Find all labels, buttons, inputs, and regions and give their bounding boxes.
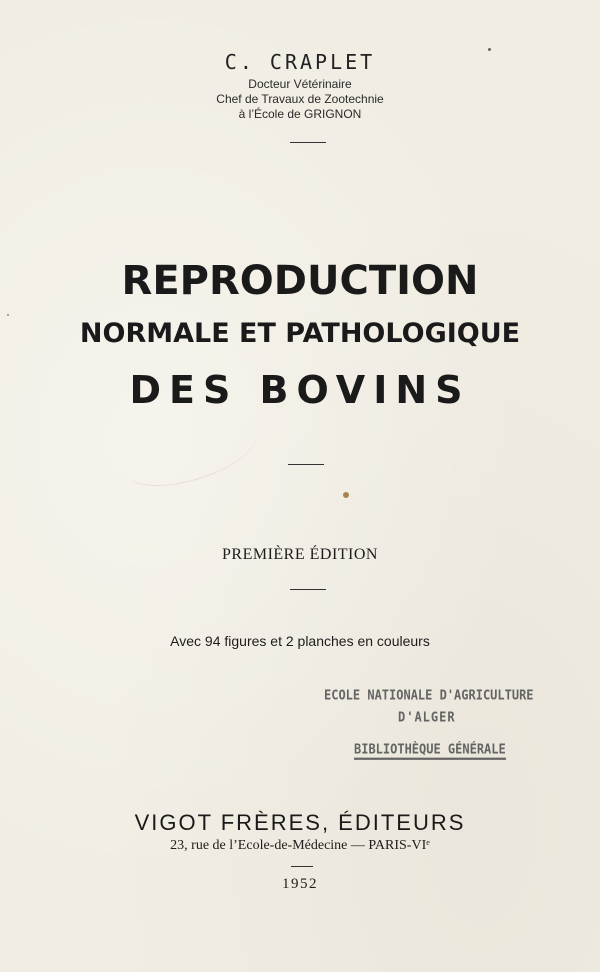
divider: [290, 589, 326, 590]
paper-crease: [115, 406, 265, 495]
author-credential: à l’École de GRIGNON: [238, 107, 362, 121]
author-credential: Docteur Vétérinaire: [248, 77, 352, 91]
publisher-address: 23, rue de l’Ecole-de-Médecine — PARIS-VIᵉ: [170, 838, 430, 853]
paper-speck: [343, 492, 349, 498]
publisher-name: VIGOT FRÈRES, ÉDITEURS: [134, 810, 466, 835]
book-title-line-3: DES BOVINS: [129, 368, 471, 412]
divider: [291, 866, 313, 867]
publication-year: 1952: [282, 876, 318, 892]
stamp-line: D'ALGER: [398, 709, 456, 725]
divider: [288, 464, 324, 465]
stamp-line: BIBLIOTHÈQUE GÉNÉRALE: [354, 741, 506, 760]
author-credential: Chef de Travaux de Zootechnie: [216, 92, 384, 106]
stamp-line: ECOLE NATIONALE D'AGRICULTURE: [324, 687, 534, 703]
illustrations-note: Avec 94 figures et 2 planches en couleurs: [170, 633, 430, 649]
paper-speck: [7, 314, 9, 316]
book-title-line-1: REPRODUCTION: [121, 258, 479, 304]
book-title-line-2: NORMALE ET PATHOLOGIQUE: [79, 318, 521, 349]
edition-label: PREMIÈRE ÉDITION: [222, 546, 378, 563]
divider: [290, 142, 326, 143]
author-name: C. CRAPLET: [224, 50, 376, 74]
